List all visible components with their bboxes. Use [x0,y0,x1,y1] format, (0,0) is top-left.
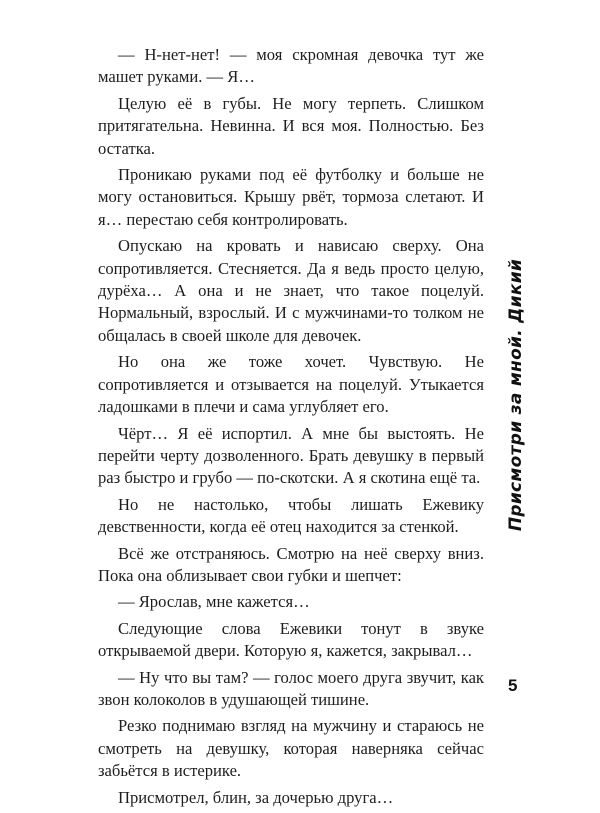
paragraph: — Ну что вы там? — голос моего друга звучит, как звон колоколов в удушающей тишине. [98,667,484,709]
paragraph: Следующие слова Ежевики тонут в звуке открываемой двери. Которую я, кажется, закрывал… [98,618,484,661]
paragraph: Но она же тоже хочет. Чувствую. Не сопротивляется и отзывается на поцелуй. Утыкается ладошками в плечи и сама углубляет его. [98,352,484,417]
paragraph: Присмотрел, блин, за дочерью друга… [118,787,394,807]
body-text [98,44,484,813]
paragraph: Проникаю руками под её футболку и больше не могу остановиться. Крышу рвёт, тормоза слетают. И я… перестаю себя контролировать. [98,165,484,229]
paragraph: Всё же отстраняюсь. Смотрю на неё сверху вниз. Пока она облизывает свои губки и шепчет: [98,543,484,585]
paragraph: Опускаю на кровать и нависаю сверху. Она сопротивляется. Стесняется. Да я ведь просто целую, дурёха… А она и не знает, что такое поцелуй. Нормальный, взрослый. И с мужчинами-то толком не общалась в своей школе для девочек. [98,236,484,345]
paragraph: Чёрт… Я её испортил. А мне бы выстоять. Не перейти черту дозволенного. Брать девушку в первый раз быстро и грубо — по-скотски. А я скотина ещё та. [98,423,484,488]
paragraph: Но не настолько, чтобы лишать Ежевику девственности, когда её отец находится за стенкой. [98,494,484,537]
page-number: 5 [508,676,518,695]
book-title-vertical: Присмотри за мной. Дикий [506,258,526,532]
paragraph: — Ярослав, мне кажется… [118,592,310,612]
paragraph: — Н-нет-нет! — моя скромная девочка тут же машет руками. — Я… [98,45,484,87]
paragraph: Резко поднимаю взгляд на мужчину и стараюсь не смотреть на девушку, которая наверняка сейчас забьётся в истерике. [98,716,484,781]
paragraph: Целую её в губы. Не могу терпеть. Слишком притягательна. Невинна. И вся моя. Полностью. Без остатка. [98,93,484,158]
